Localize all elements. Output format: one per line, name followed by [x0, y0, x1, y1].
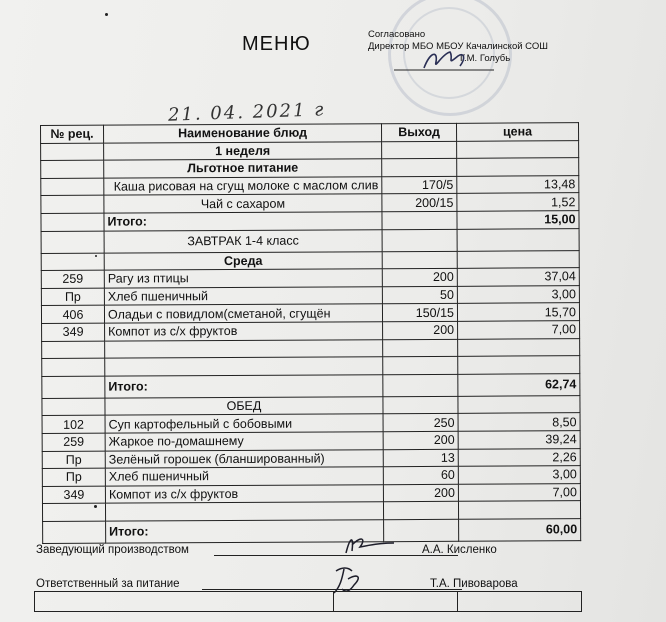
recipe-number: Пр [42, 451, 105, 469]
director-signature [394, 44, 504, 74]
dish-price: 7,00 [458, 483, 580, 501]
total-label: Итого: [104, 212, 382, 231]
dish-price: 3,00 [458, 466, 580, 484]
dish-name: Суп картофельный с бобовыми [105, 414, 383, 433]
approval-line-1: Согласовано [368, 29, 426, 40]
total-label: Итого: [106, 520, 384, 543]
dish-name: Хлеб пшеничный [105, 467, 383, 486]
dish-price: 15,70 [457, 303, 579, 321]
total-value: 62,74 [458, 373, 580, 396]
total-value: 60,00 [459, 519, 581, 542]
dish-name: Оладьи с повидлом(сметаной, сгущён [104, 304, 382, 323]
dish-name: Хлеб пшеничный [104, 286, 382, 305]
dish-output: 50 [382, 286, 457, 304]
total-label: Итого: [105, 374, 383, 397]
dish-output: 200 [383, 484, 458, 502]
dish-price: 2,26 [458, 448, 580, 466]
header-recipe: № рец. [41, 125, 104, 143]
dish-output: 200 [382, 268, 457, 286]
dish-output: 200/15 [382, 194, 457, 212]
day-label: Среда [104, 251, 382, 270]
dish-output: 170/5 [382, 176, 457, 194]
recipe-number: 259 [41, 270, 104, 288]
dish-price: 8,50 [458, 413, 580, 431]
approval-line-2: Директор МБО МБОУ Качалинской СОШ [368, 41, 548, 52]
total-row [42, 373, 580, 398]
production-signature-line [36, 541, 580, 559]
nutrition-name: Т.А. Пивоварова [430, 578, 518, 590]
dish-output: 60 [383, 466, 458, 484]
section-lgot: Льготное питание [104, 159, 382, 178]
dish-output: 200 [383, 321, 458, 339]
document-title: МЕНЮ [242, 33, 311, 55]
header-dish: Наименование блюд [104, 124, 382, 143]
dish-name: Чай с сахаром [104, 194, 382, 213]
dish-price: 3,00 [457, 285, 579, 303]
header-output: Выход [381, 123, 456, 141]
ink-dot [94, 505, 97, 508]
total-value: 15,00 [457, 211, 579, 229]
dish-name: Компот из с/х фруктов [105, 484, 383, 503]
dish-price: 13,48 [457, 175, 579, 193]
ink-dot [95, 255, 97, 257]
dish-price: 37,04 [457, 268, 579, 286]
section-breakfast: ЗАВТРАК 1-4 класс [104, 229, 382, 252]
dish-name: Зелёный горошек (бланшированный) [105, 449, 383, 468]
dish-name: Жаркое по-домашнему [105, 432, 383, 451]
production-name: А.А. Кисленко [422, 544, 497, 556]
total-row [43, 519, 581, 544]
section-lunch: ОБЕД [105, 396, 383, 415]
header-price: цена [456, 123, 578, 141]
recipe-number: Пр [41, 288, 104, 306]
recipe-number: 349 [42, 486, 105, 504]
menu-table [40, 122, 581, 544]
handwritten-date: 21. 04. 2021 г [167, 99, 326, 126]
production-signature [336, 531, 406, 559]
dish-name: Каша рисовая на сгущ молоке с маслом слив [104, 176, 382, 195]
dish-name: Рагу из птицы [104, 269, 382, 288]
dish-output: 13 [383, 449, 458, 467]
section-row [41, 228, 579, 253]
production-label: Заведующий производством [36, 544, 189, 556]
recipe-number: Пр [42, 468, 105, 486]
dish-name: Компот из с/х фруктов [105, 322, 383, 341]
dish-output: 250 [383, 414, 458, 432]
nutrition-label: Ответственный за питание [36, 578, 180, 590]
recipe-number: 349 [42, 323, 105, 341]
recipe-number: 406 [41, 306, 104, 324]
dish-price: 1,52 [457, 193, 579, 211]
recipe-number: 102 [42, 415, 105, 433]
approval-line-3: Г.М. Голубь [460, 53, 511, 64]
recipe-number: 259 [42, 433, 105, 451]
footer-empty-row [34, 591, 582, 612]
dish-output: 200 [383, 431, 458, 449]
dish-price: 7,00 [458, 321, 580, 339]
dish-output: 150/15 [382, 304, 457, 322]
ink-dot [105, 13, 108, 16]
week-label: 1 неделя [104, 141, 382, 160]
dish-price: 39,24 [458, 431, 580, 449]
